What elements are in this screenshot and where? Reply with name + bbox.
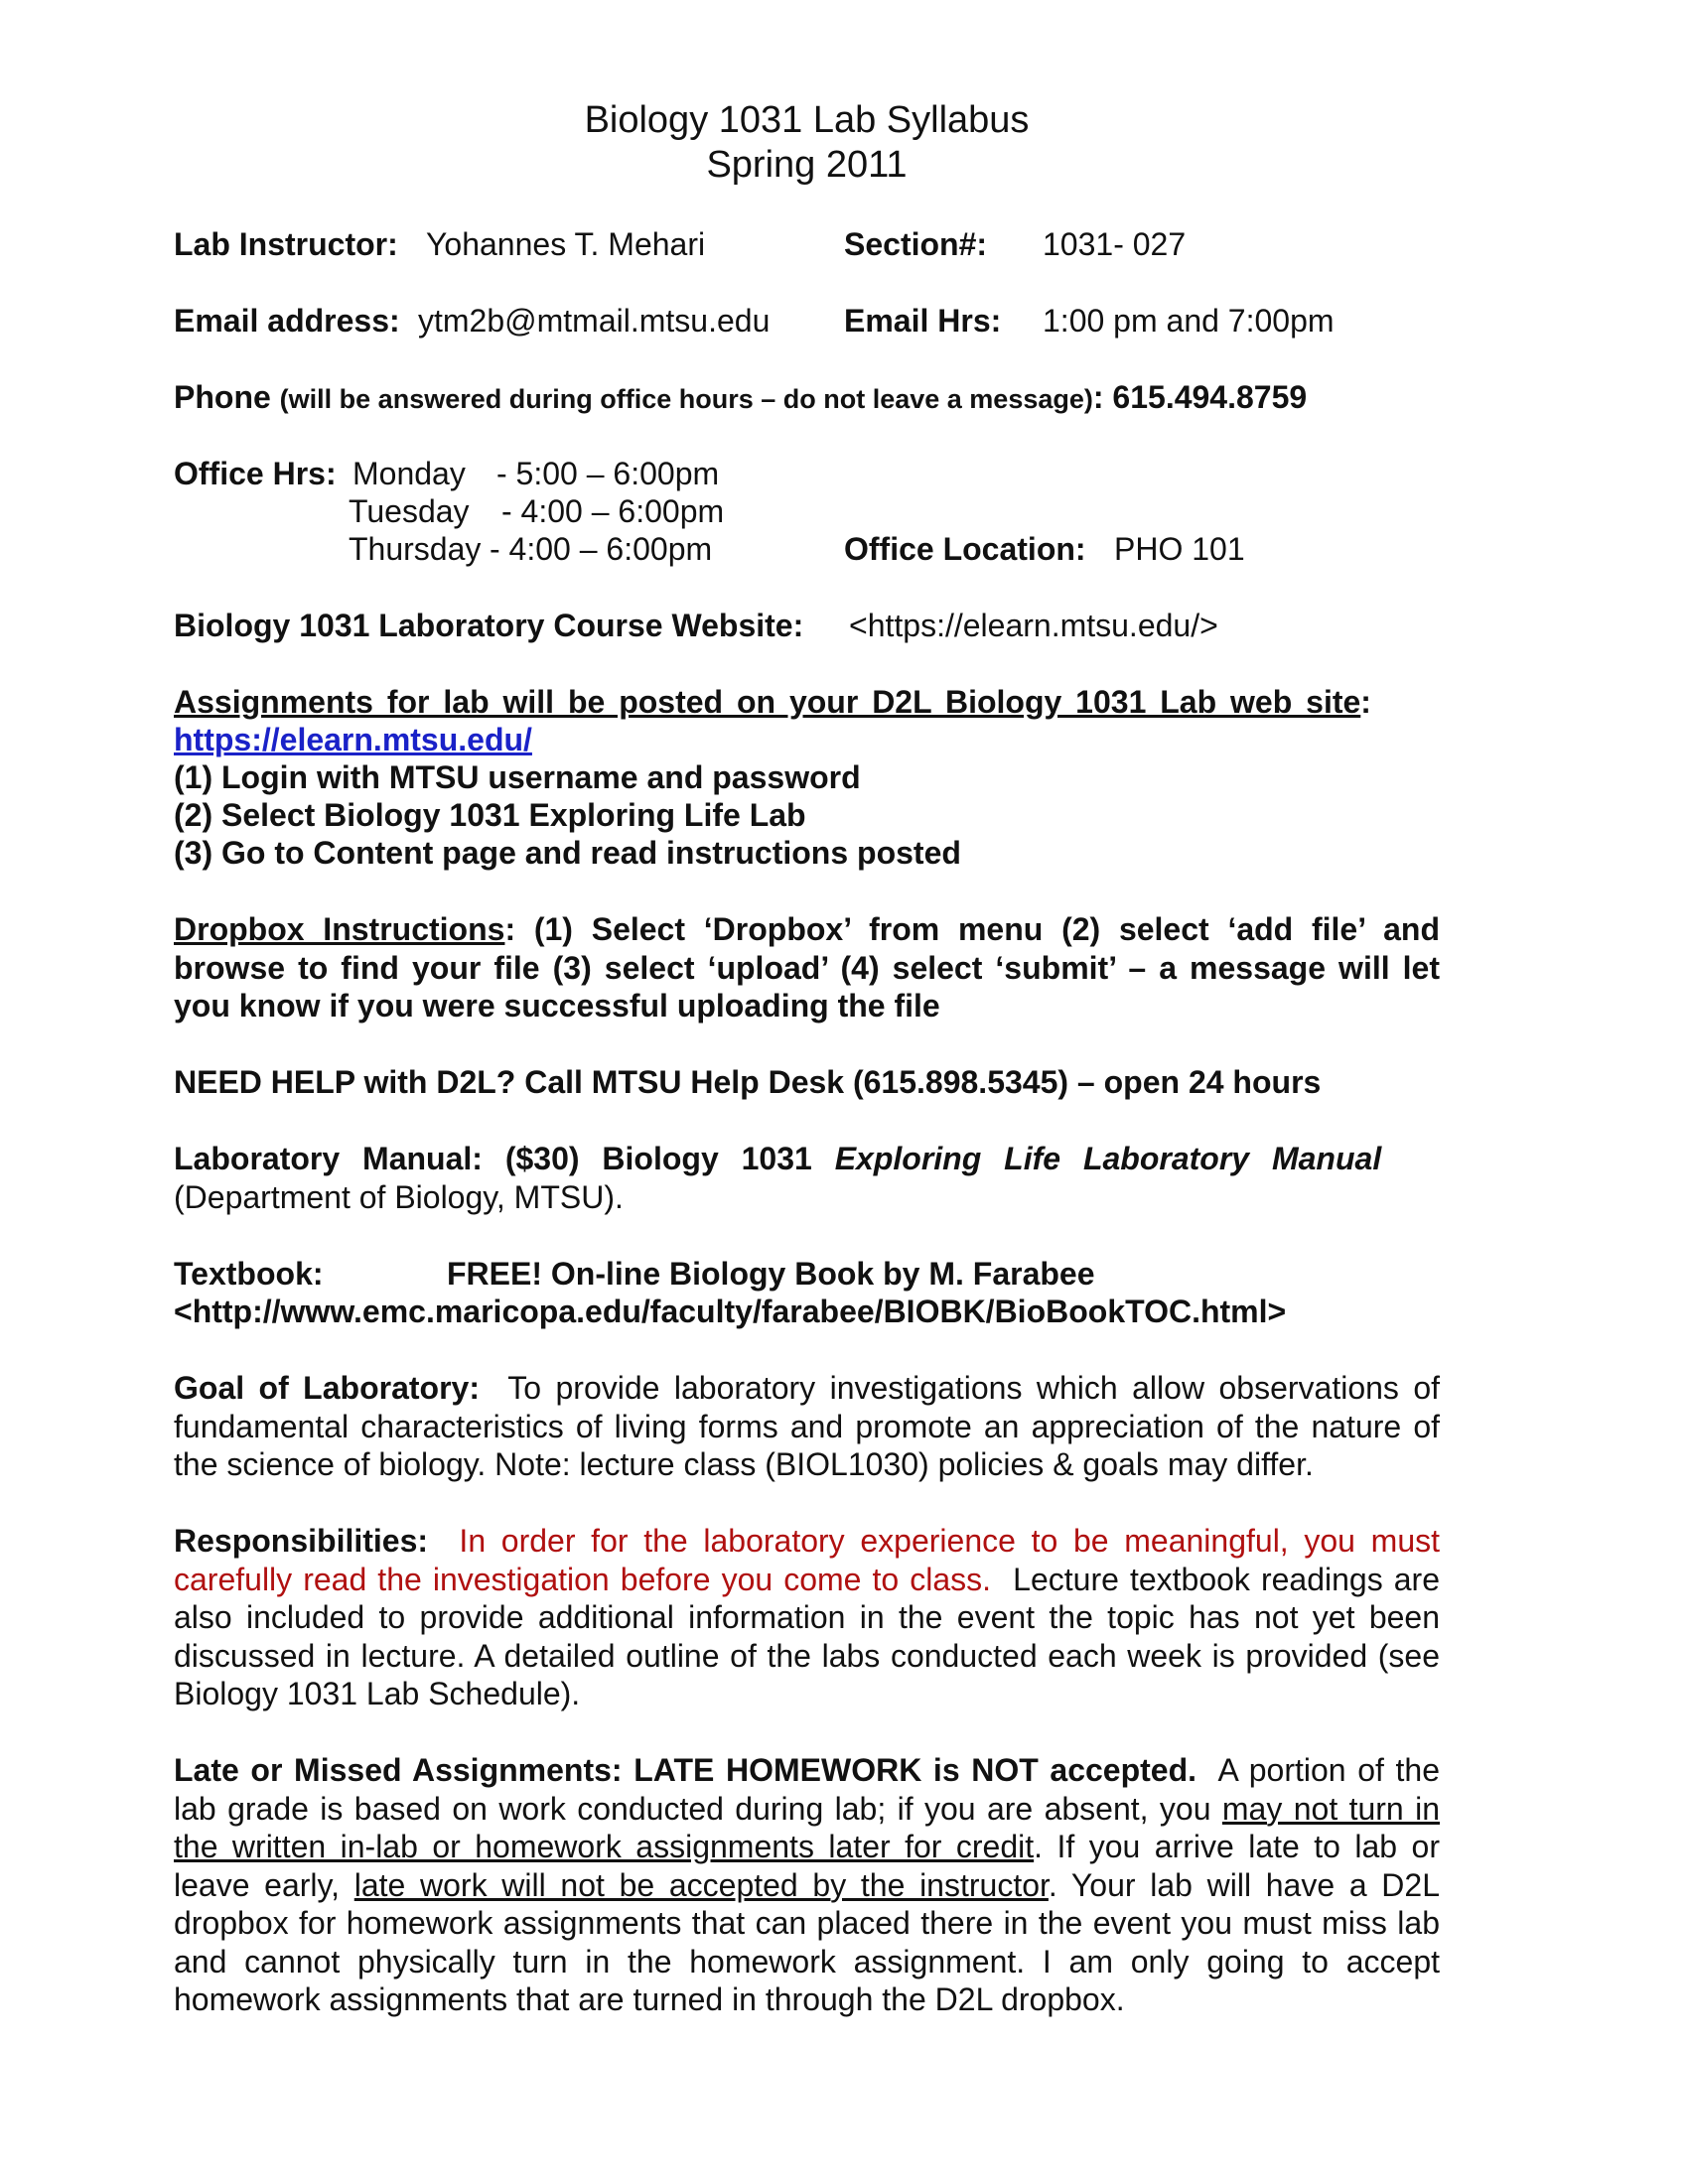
goal-paragraph bbox=[174, 1369, 1440, 1484]
late-underline-1: may not turn in the written in-lab or homework assignments later for credit bbox=[174, 1790, 1441, 1864]
responsibilities-paragraph bbox=[174, 1522, 1440, 1713]
late-underline-2: late work will not be accepted by the instructor bbox=[353, 1866, 1049, 1903]
website-label: Biology 1031 Laboratory Course Website: bbox=[174, 608, 804, 643]
assignments-colon: : bbox=[1360, 684, 1371, 720]
assignment-step: (3) Go to Content page and read instructions posted bbox=[174, 835, 961, 871]
assignment-step: (2) Select Biology 1031 Exploring Life Lab bbox=[174, 797, 806, 833]
office-hours-label: Office Hrs: bbox=[174, 456, 337, 491]
phone-label: Phone bbox=[174, 379, 271, 415]
phone-value: : 615.494.8759 bbox=[1092, 379, 1308, 415]
goal-label: Goal of Laboratory: bbox=[174, 1370, 480, 1406]
email-value[interactable]: ytm2b@mtmail.mtsu.edu bbox=[418, 303, 771, 339]
website-value[interactable]: <https://elearn.mtsu.edu/> bbox=[849, 608, 1218, 643]
d2l-link[interactable]: https://elearn.mtsu.edu/ bbox=[174, 722, 532, 757]
textbook-url[interactable]: <http://www.emc.maricopa.edu/faculty/farabee/BIOBK/BioBookTOC.html> bbox=[174, 1294, 1287, 1329]
assignments-heading: Assignments for lab will be posted on your D2L Biology 1031 Lab web site bbox=[174, 684, 1361, 720]
instructor-value: Yohannes T. Mehari bbox=[426, 226, 706, 262]
section-value: 1031- 027 bbox=[1043, 226, 1187, 262]
goal-text: To provide laboratory investigations which allow observations of fundamental characteristics of living forms and promote an appreciation of the nature of the science of biology. Note: lecture class (BIOL1030) policies & goals may differ. bbox=[174, 1370, 1441, 1482]
email-hours-label: Email Hrs: bbox=[844, 303, 1002, 339]
help-line: NEED HELP with D2L? Call MTSU Help Desk (615.898.5345) – open 24 hours bbox=[174, 1064, 1322, 1100]
late-text-1: A portion of the lab grade is based on work conducted during lab; if you are absent, you bbox=[174, 1752, 1441, 1827]
page-title: Biology 1031 Lab Syllabus bbox=[584, 99, 1030, 141]
email-hours-value: 1:00 pm and 7:00pm bbox=[1043, 303, 1335, 339]
dropbox-label: Dropbox Instructions bbox=[174, 911, 505, 947]
office-hours-time: - 4:00 – 6:00pm bbox=[501, 493, 725, 529]
phone-line bbox=[174, 378, 1307, 418]
manual-rest: (Department of Biology, MTSU). bbox=[174, 1178, 624, 1215]
textbook-label: Textbook: bbox=[174, 1256, 324, 1292]
section-label: Section#: bbox=[844, 226, 988, 262]
instructor-label: Lab Instructor: bbox=[174, 226, 398, 262]
office-location-value: PHO 101 bbox=[1114, 531, 1245, 567]
email-label: Email address: bbox=[174, 303, 400, 339]
dropbox-instructions bbox=[174, 910, 1440, 1025]
assignments-heading-line bbox=[174, 683, 1440, 721]
office-hours-day: Monday bbox=[352, 456, 466, 491]
office-hours-time: - 4:00 – 6:00pm bbox=[490, 531, 713, 567]
phone-note: (will be answered during office hours – do not leave a message) bbox=[279, 384, 1093, 414]
office-hours-day: Thursday bbox=[349, 531, 482, 567]
responsibilities-text: Lecture textbook readings are also included to provide additional information in the event the topic has not yet been discussed in lecture. A detailed outline of the labs conducted each week is provided (see Biology 1031 Lab Schedule). bbox=[174, 1561, 1441, 1711]
lab-manual bbox=[174, 1140, 1440, 1216]
office-hours-day: Tuesday bbox=[349, 493, 470, 529]
late-label: Late or Missed Assignments: LATE HOMEWORK is NOT accepted. bbox=[174, 1752, 1197, 1788]
late-assignments-paragraph bbox=[174, 1751, 1440, 2019]
late-text-3: . Your lab will have a D2L dropbox for homework assignments that can placed there in the event you must miss lab and cannot physically turn in the homework assignment. I am only going to accept homework assignments that are turned in through the D2L dropbox. bbox=[174, 1866, 1441, 2017]
responsibilities-emphasis: In order for the laboratory experience to be meaningful, you must carefully read the investigation before you come to class. bbox=[174, 1523, 1441, 1597]
late-text-2: . If you arrive late to lab or leave early, bbox=[174, 1829, 1441, 1903]
manual-label: Laboratory Manual: ($30) Biology 1031 bbox=[174, 1141, 835, 1176]
dropbox-text: : (1) Select ‘Dropbox’ from menu (2) select ‘add file’ and browse to find your file (3) select ‘upload’ (4) select ‘submit’ – a message will let you know if you were successful uploading the file bbox=[174, 911, 1441, 1024]
manual-title: Exploring Life Laboratory Manual bbox=[834, 1141, 1382, 1176]
office-hours-time: - 5:00 – 6:00pm bbox=[496, 456, 720, 491]
assignment-step: (1) Login with MTSU username and password bbox=[174, 759, 861, 795]
office-location-label: Office Location: bbox=[844, 531, 1086, 567]
textbook-value: FREE! On-line Biology Book by M. Farabee bbox=[447, 1256, 1095, 1292]
page-subtitle: Spring 2011 bbox=[706, 144, 908, 186]
responsibilities-label: Responsibilities: bbox=[174, 1523, 429, 1559]
